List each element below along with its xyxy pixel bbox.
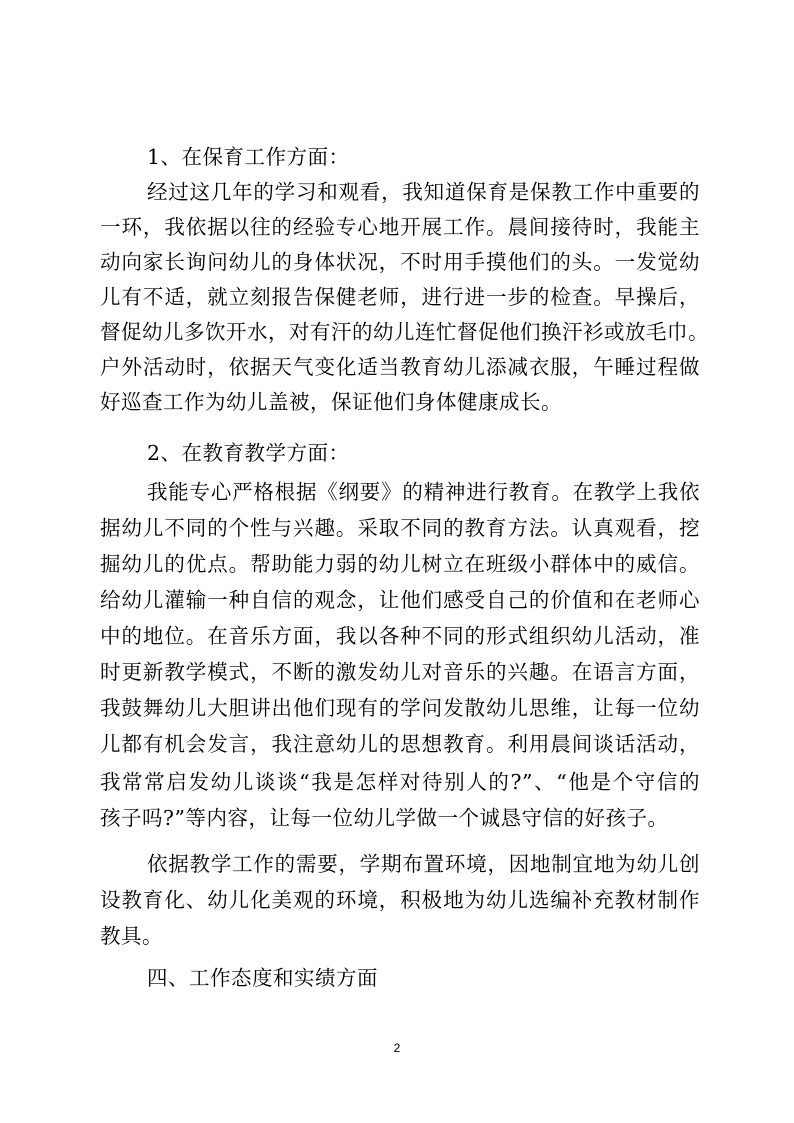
paragraph-line: 动向家长询问幼儿的身体状况，不时用手摸他们的头。一发觉幼 <box>100 250 700 274</box>
paragraph-line: 掘幼儿的优点。帮助能力弱的幼儿树立在班级小群体中的威信。 <box>100 552 700 576</box>
paragraph-line: 经过这几年的学习和观看，我知道保育是保教工作中重要的 <box>147 180 700 204</box>
section-heading-teaching: 2、在教育教学方面： <box>147 441 350 465</box>
paragraph-line: 给幼儿灌输一种自信的观念，让他们感受自己的价值和在老师心 <box>100 588 700 612</box>
paragraph-line: 督促幼儿多饮开水，对有汗的幼儿连忙督促他们换汗衫或放毛巾。 <box>100 320 709 344</box>
paragraph-line: 我能专心严格根据《纲要》的精神进行教育。在教学上我依 <box>147 480 700 504</box>
paragraph-line: 好巡查工作为幼儿盖被，保证他们身体健康成长。 <box>100 390 562 414</box>
paragraph-line: 中的地位。在音乐方面，我以各种不同的形式组织幼儿活动，准 <box>100 624 700 648</box>
section-heading-childcare: 1、在保育工作方面： <box>147 145 350 169</box>
paragraph-line: 儿都有机会发言，我注意幼儿的思想教育。利用晨间谈话活动， <box>100 732 700 756</box>
paragraph-line: 孩子吗?”等内容，让每一位幼儿学做一个诚恳守信的好孩子。 <box>100 806 669 830</box>
paragraph-line: 户外活动时，依据天气变化适当教育幼儿添减衣服，午睡过程做 <box>100 355 700 379</box>
paragraph-line: 儿有不适，就立刻报告保健老师，进行进一步的检查。早操后， <box>100 285 700 309</box>
section-heading-attitude: 四、工作态度和实绩方面 <box>147 966 378 990</box>
paragraph-line: 据幼儿不同的个性与兴趣。采取不同的教育方法。认真观看，挖 <box>100 516 700 540</box>
paragraph-line: 一环，我依据以往的经验专心地开展工作。晨间接待时，我能主 <box>100 215 700 239</box>
paragraph-line: 教具。 <box>100 924 163 948</box>
paragraph-line: 时更新教学模式，不断的激发幼儿对音乐的兴趣。在语言方面， <box>100 660 700 684</box>
paragraph-line: 依据教学工作的需要，学期布置环境，因地制宜地为幼儿创 <box>147 852 700 876</box>
paragraph-line: 我常常启发幼儿谈谈“我是怎样对待别人的?”、“他是个守信的 <box>100 770 700 794</box>
paragraph-line: 我鼓舞幼儿大胆讲出他们现有的学问发散幼儿思维，让每一位幼 <box>100 696 700 720</box>
page-number: 2 <box>393 1041 401 1055</box>
paragraph-line: 设教育化、幼儿化美观的环境，积极地为幼儿选编补充教材制作 <box>100 888 700 912</box>
